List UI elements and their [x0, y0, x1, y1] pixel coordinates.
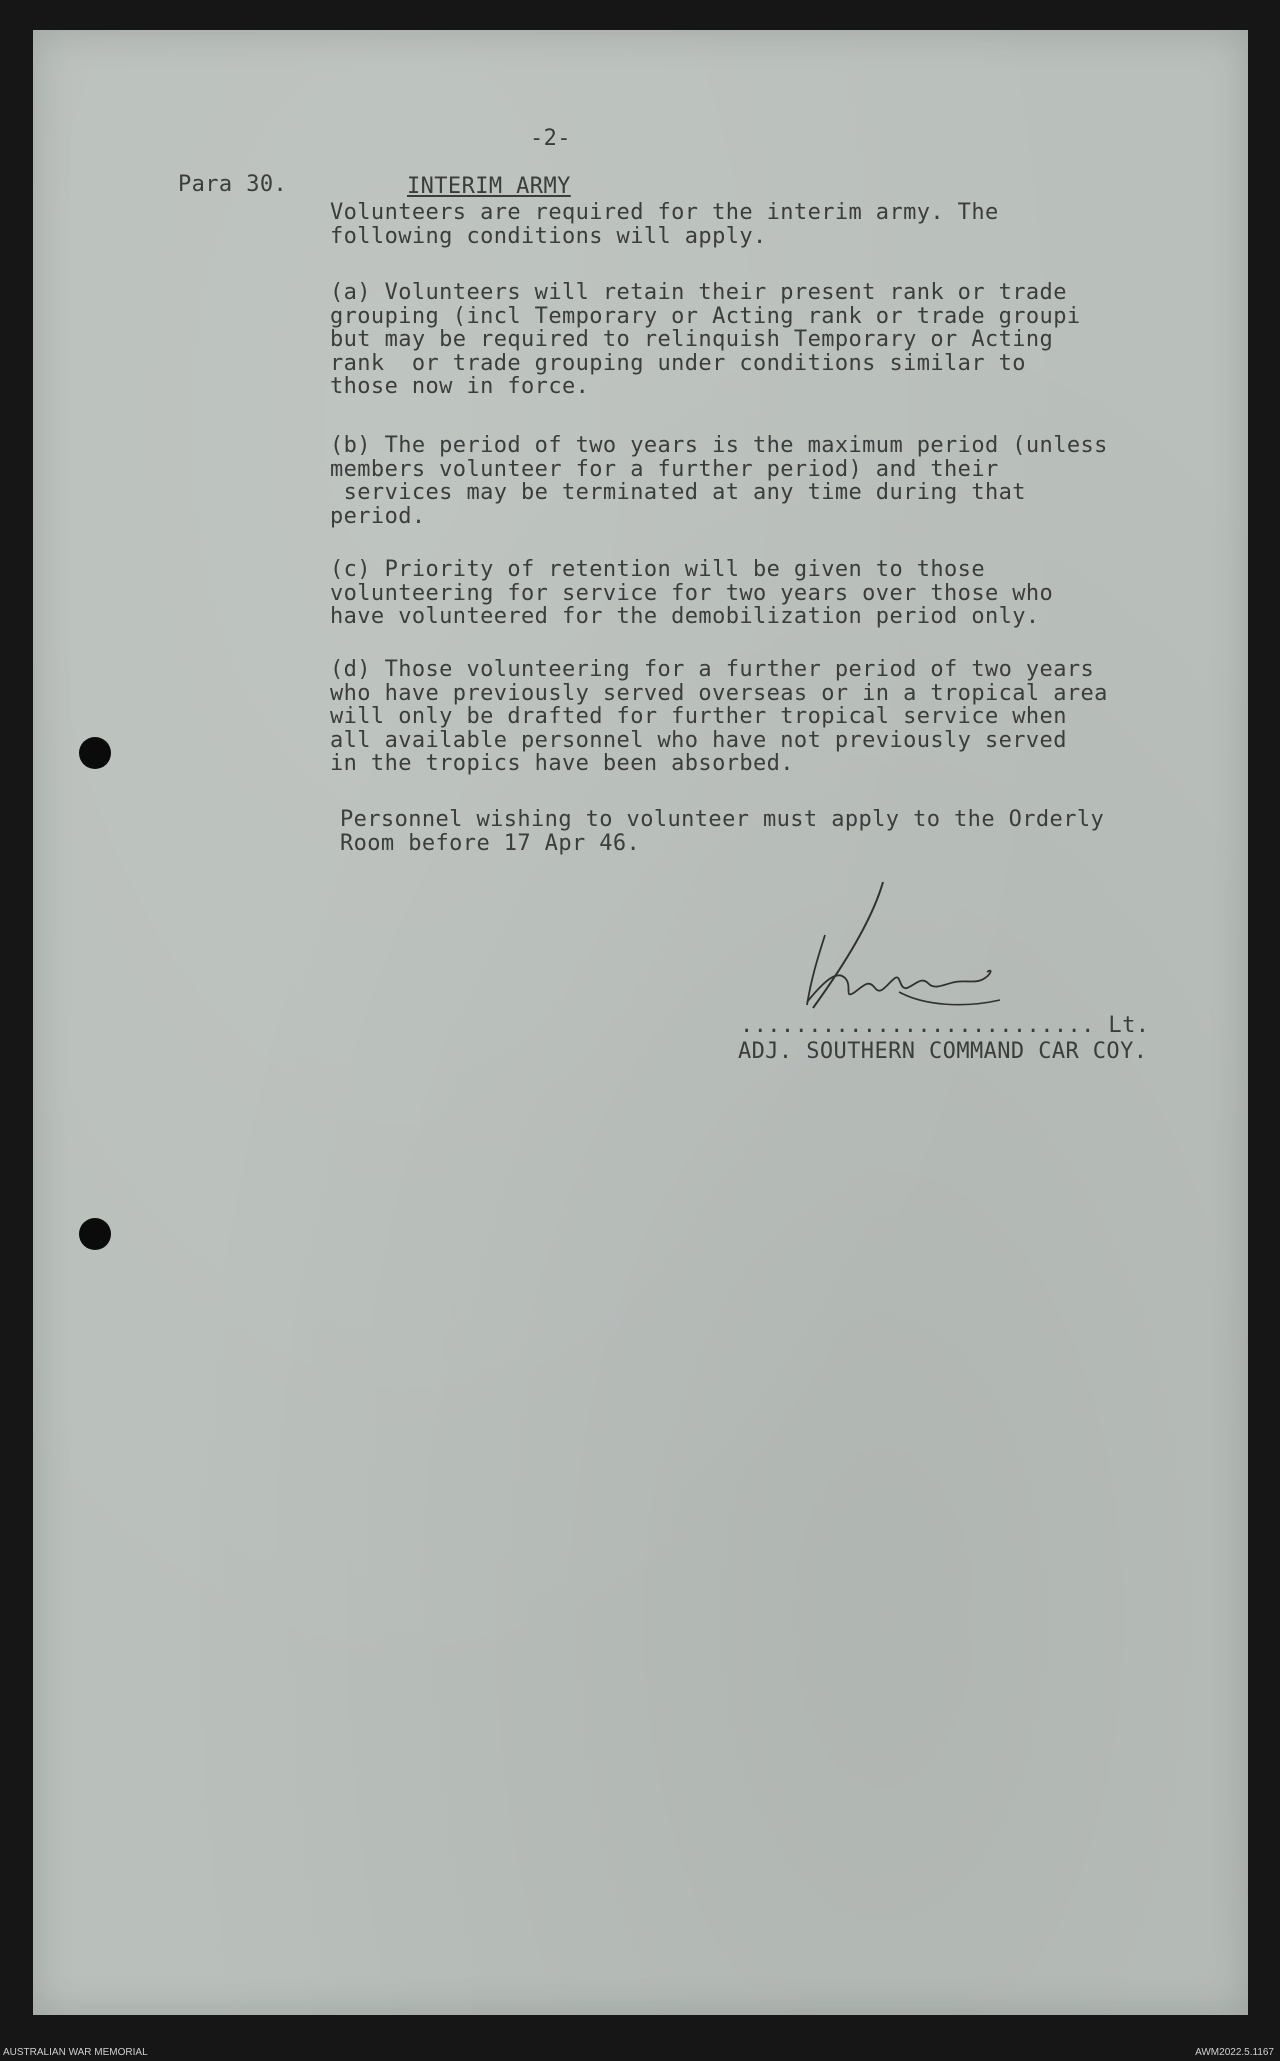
- footer-accession: AWM2022.5.1167: [1195, 2047, 1274, 2058]
- closing-line: Personnel wishing to volunteer must apply to the Orderly: [340, 807, 1105, 832]
- handwritten-signature: [795, 880, 1035, 1020]
- punch-hole-bottom: [79, 1218, 111, 1250]
- condition-c-line: have volunteered for the demobilization period only.: [330, 604, 1040, 629]
- intro-paragraph: [330, 201, 999, 248]
- condition-a-line: grouping (incl Temporary or Acting rank or trade groupi: [330, 303, 1081, 329]
- condition-b-line: services may be terminated at any time during that: [330, 480, 1026, 505]
- page-number: -2-: [530, 126, 571, 151]
- condition-c-line: volunteering for service for two years over those who: [330, 580, 1054, 606]
- condition-b-line: (b) The period of two years is the maximum period (unless: [330, 433, 1108, 458]
- condition-b-paragraph: [330, 434, 1108, 528]
- intro-line: following conditions will apply.: [330, 223, 767, 249]
- condition-a-line: but may be required to relinquish Temporary or Acting: [330, 327, 1054, 352]
- footer-source: AUSTRALIAN WAR MEMORIAL: [3, 2047, 148, 2058]
- condition-d-line: who have previously served overseas or in a tropical area: [330, 680, 1108, 706]
- punch-hole-top: [79, 737, 111, 769]
- condition-d-line: all available personnel who have not previously served: [330, 727, 1067, 753]
- condition-d-line: (d) Those volunteering for a further period of two years: [330, 657, 1095, 682]
- condition-b-line: period.: [330, 503, 426, 529]
- signature-line: .......................... Lt.: [740, 1013, 1150, 1038]
- section-heading: INTERIM ARMY: [407, 174, 571, 199]
- intro-line: Volunteers are required for the interim army. The: [330, 200, 999, 225]
- condition-d-paragraph: [330, 658, 1108, 776]
- condition-d-line: will only be drafted for further tropical service when: [330, 704, 1067, 729]
- condition-a-paragraph: [330, 281, 1080, 399]
- para-label: Para 30.: [178, 172, 288, 197]
- condition-a-line: (a) Volunteers will retain their present rank or trade: [330, 280, 1067, 305]
- condition-d-line: in the tropics have been absorbed.: [330, 751, 794, 776]
- condition-c-line: (c) Priority of retention will be given to those: [330, 557, 985, 582]
- closing-paragraph: [340, 808, 1104, 855]
- condition-a-line: those now in force.: [330, 374, 590, 399]
- closing-line: Room before 17 Apr 46.: [340, 830, 641, 856]
- signature-title: ADJ. SOUTHERN COMMAND CAR COY.: [738, 1039, 1148, 1064]
- condition-b-line: members volunteer for a further period) and their: [330, 456, 999, 482]
- condition-c-paragraph: [330, 558, 1053, 629]
- condition-a-line: rank or trade grouping under conditions similar to: [330, 350, 1026, 376]
